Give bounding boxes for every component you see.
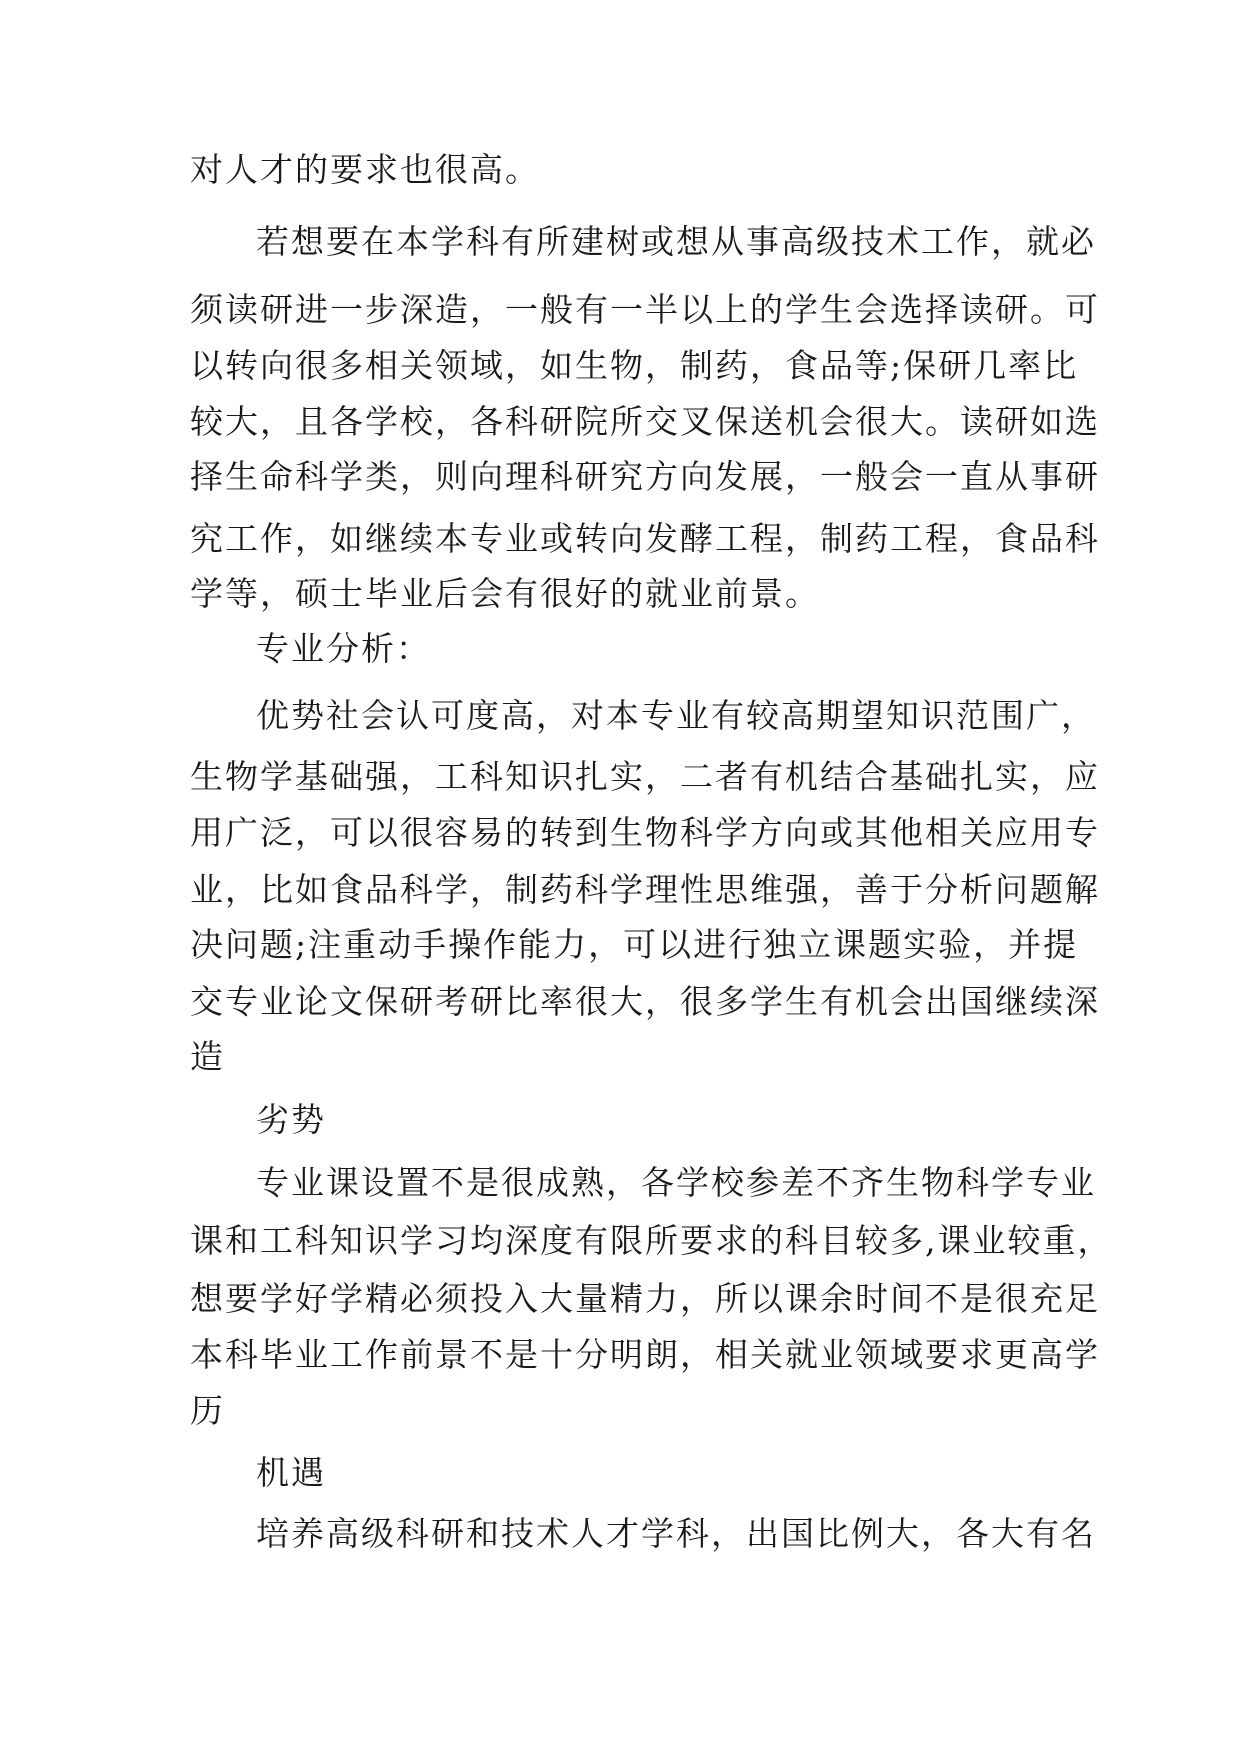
document-page: 对人才的要求也很高。 若想要在本学科有所建树或想从事高级技术工作，就必 须读研进一步深造，一般有一半以上的学生会选择读研。可 以转向很多相关领域，如生物，制药，食品等;保研几率比 较大，且各学校，各科研院所交叉保送机会很大。读研如选 择生命科学类，则向理科研究方向发展，一般会一直从事研 究工作，如继续本专业或转向发酵工程，制药工程，食品科 学等，硕士毕业后会有很好的就业前景。 专业分析： 优势社会认可度高，对本专业有较高期望知识范围广， 生物学基础强，工科知识扎实，二者有机结合基础扎实，应 用广泛，可以很容易的转到生物科学方向或其他相关应用专 业，比如食品科学，制药科学理性思维强，善于分析问题解 决问题;注重动手操作能力，可以进行独立课题实验，并提 交专业论文保研考研比率很大，很多学生有机会出国继续深 造 劣势 专业课设置不是很成熟，各学校参差不齐生物科学专业 课和工科知识学习均深度有限所要求的科目较多,课业较重， 想要学好学精必须投入大量精力，所以课余时间不是很充足 本科毕业工作前景不是十分明朗，相关就业领域要求更高学 历 机遇 培养高级科研和技术人才学科，出国比例大，各大有名 bbox=[0, 0, 1241, 1754]
